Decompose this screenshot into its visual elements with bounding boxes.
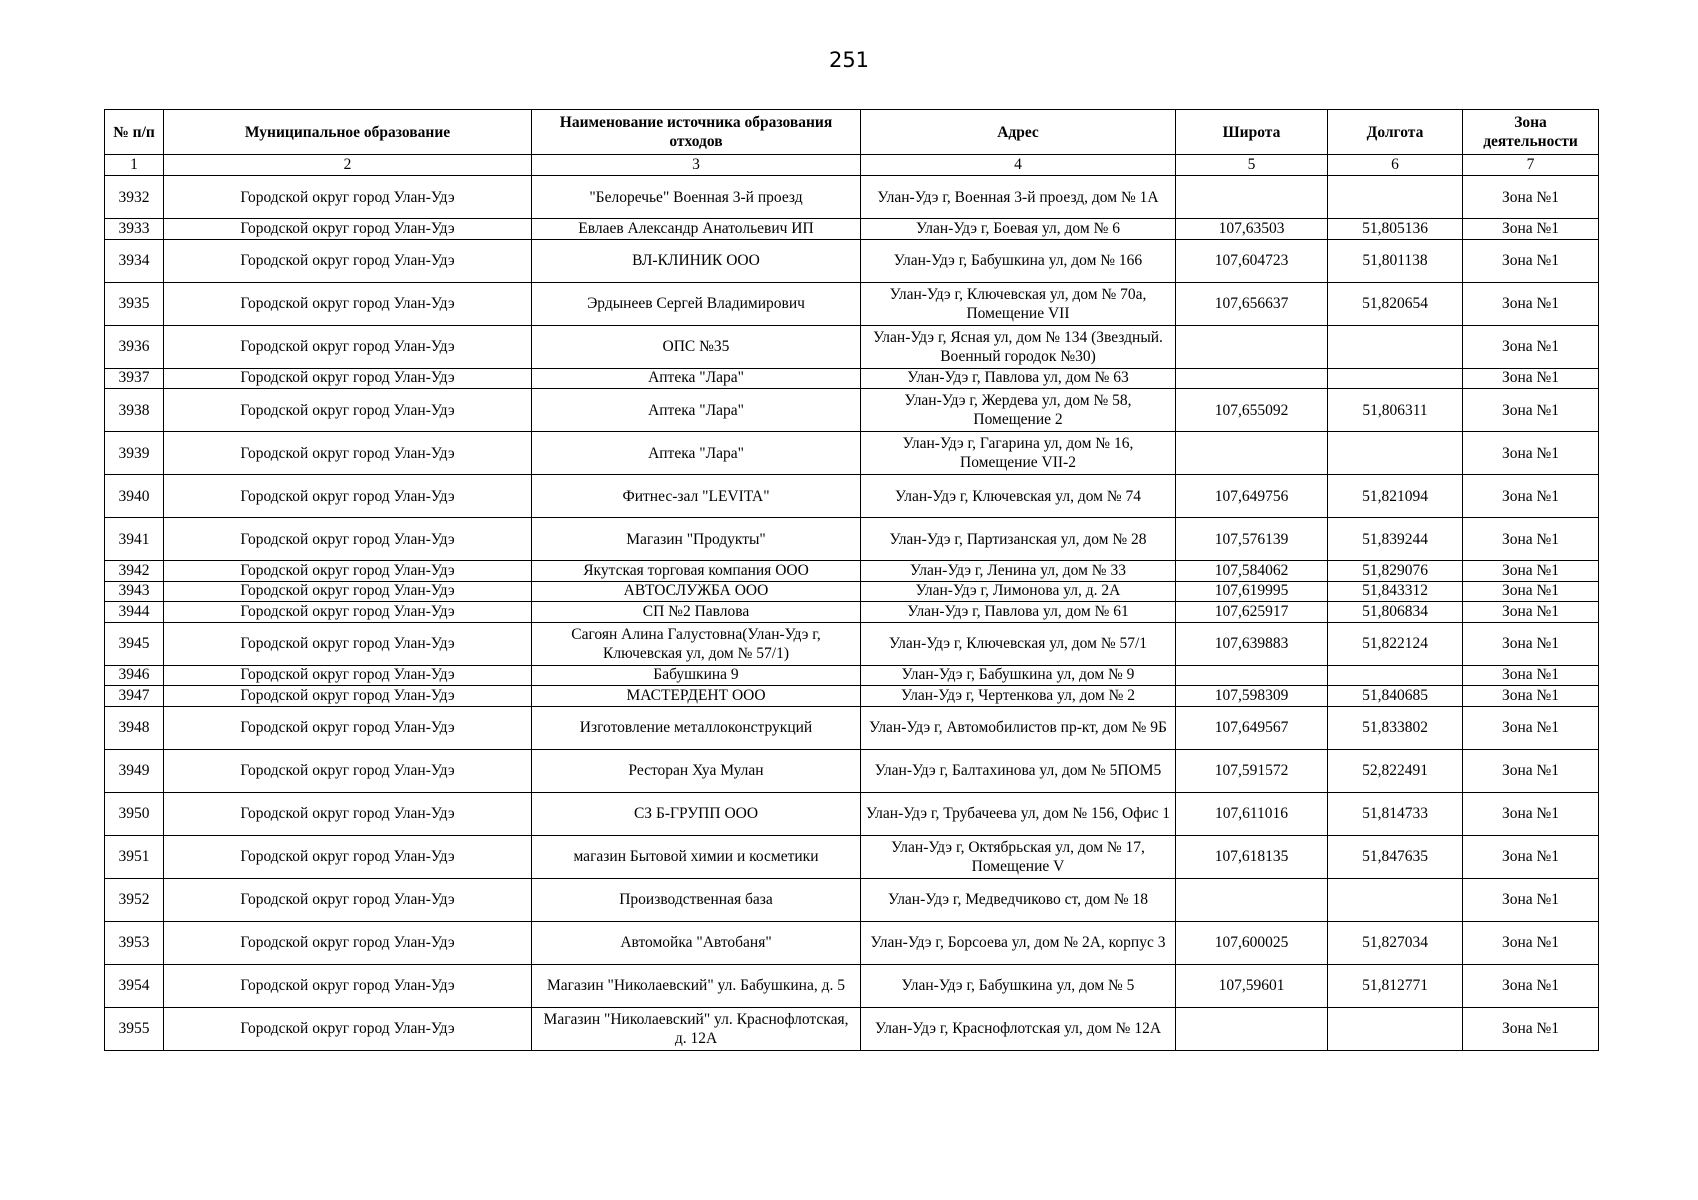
row-number-cell: 3934 xyxy=(105,239,164,282)
zone-cell: Зона №1 xyxy=(1463,368,1599,389)
municipality-cell: Городской округ город Улан-Удэ xyxy=(164,622,532,665)
table-row xyxy=(105,219,1599,240)
latitude-cell xyxy=(1176,665,1328,686)
table-row xyxy=(105,176,1599,219)
column-number-cell: 6 xyxy=(1328,155,1463,176)
row-number-cell: 3949 xyxy=(105,749,164,792)
zone-cell: Зона №1 xyxy=(1463,432,1599,475)
longitude-cell: 51,833802 xyxy=(1328,706,1463,749)
latitude-cell xyxy=(1176,176,1328,219)
row-number-cell: 3952 xyxy=(105,878,164,921)
municipality-cell: Городской округ город Улан-Удэ xyxy=(164,581,532,602)
column-number-row xyxy=(105,155,1599,176)
table-row xyxy=(105,792,1599,835)
table-row xyxy=(105,389,1599,432)
table-row xyxy=(105,475,1599,518)
table-row xyxy=(105,964,1599,1007)
table-row xyxy=(105,665,1599,686)
longitude-cell: 51,806311 xyxy=(1328,389,1463,432)
municipality-cell: Городской округ город Улан-Удэ xyxy=(164,518,532,561)
address-cell: Улан-Удэ г, Октябрьская ул, дом № 17, Помещение V xyxy=(861,835,1176,878)
address-cell: Улан-Удэ г, Боевая ул, дом № 6 xyxy=(861,219,1176,240)
waste-source-cell: СП №2 Павлова xyxy=(532,602,861,623)
zone-cell: Зона №1 xyxy=(1463,878,1599,921)
address-cell: Улан-Удэ г, Балтахинова ул, дом № 5ПОМ5 xyxy=(861,749,1176,792)
municipality-cell: Городской округ город Улан-Удэ xyxy=(164,219,532,240)
longitude-cell: 51,840685 xyxy=(1328,686,1463,707)
row-number-cell: 3954 xyxy=(105,964,164,1007)
address-cell: Улан-Удэ г, Партизанская ул, дом № 28 xyxy=(861,518,1176,561)
longitude-cell xyxy=(1328,432,1463,475)
table-row xyxy=(105,706,1599,749)
address-cell: Улан-Удэ г, Медведчиково ст, дом № 18 xyxy=(861,878,1176,921)
municipality-cell: Городской округ город Улан-Удэ xyxy=(164,686,532,707)
longitude-cell: 51,821094 xyxy=(1328,475,1463,518)
table-row xyxy=(105,239,1599,282)
zone-cell: Зона №1 xyxy=(1463,706,1599,749)
column-number-cell: 7 xyxy=(1463,155,1599,176)
waste-source-cell: Автомойка "Автобаня" xyxy=(532,921,861,964)
waste-source-cell: ВЛ-КЛИНИК ООО xyxy=(532,239,861,282)
longitude-cell: 51,827034 xyxy=(1328,921,1463,964)
row-number-cell: 3947 xyxy=(105,686,164,707)
latitude-cell: 107,611016 xyxy=(1176,792,1328,835)
longitude-cell: 51,839244 xyxy=(1328,518,1463,561)
address-cell: Улан-Удэ г, Гагарина ул, дом № 16, Помещение VII-2 xyxy=(861,432,1176,475)
address-cell: Улан-Удэ г, Ленина ул, дом № 33 xyxy=(861,561,1176,582)
latitude-cell xyxy=(1176,1007,1328,1050)
row-number-cell: 3936 xyxy=(105,325,164,368)
row-number-cell: 3946 xyxy=(105,665,164,686)
municipality-cell: Городской округ город Улан-Удэ xyxy=(164,921,532,964)
address-cell: Улан-Удэ г, Бабушкина ул, дом № 166 xyxy=(861,239,1176,282)
table-header xyxy=(105,110,1599,176)
longitude-cell: 51,801138 xyxy=(1328,239,1463,282)
column-number-cell: 4 xyxy=(861,155,1176,176)
table-row xyxy=(105,878,1599,921)
municipality-cell: Городской округ город Улан-Удэ xyxy=(164,325,532,368)
waste-source-cell: Магазин "Продукты" xyxy=(532,518,861,561)
address-cell: Улан-Удэ г, Павлова ул, дом № 61 xyxy=(861,602,1176,623)
municipality-cell: Городской округ город Улан-Удэ xyxy=(164,706,532,749)
table-row xyxy=(105,561,1599,582)
waste-source-cell: "Белоречье" Военная 3-й проезд xyxy=(532,176,861,219)
row-number-cell: 3945 xyxy=(105,622,164,665)
header-cell: № п/п xyxy=(105,110,164,155)
address-cell: Улан-Удэ г, Ключевская ул, дом № 70а, Помещение VII xyxy=(861,282,1176,325)
row-number-cell: 3939 xyxy=(105,432,164,475)
latitude-cell: 107,618135 xyxy=(1176,835,1328,878)
row-number-cell: 3932 xyxy=(105,176,164,219)
column-number-cell: 5 xyxy=(1176,155,1328,176)
address-cell: Улан-Удэ г, Ясная ул, дом № 134 (Звездный. Военный городок №30) xyxy=(861,325,1176,368)
latitude-cell: 107,649567 xyxy=(1176,706,1328,749)
latitude-cell: 107,639883 xyxy=(1176,622,1328,665)
header-cell: Наименование источника образования отходов xyxy=(532,110,861,155)
municipality-cell: Городской округ город Улан-Удэ xyxy=(164,835,532,878)
waste-source-cell: Эрдынеев Сергей Владимирович xyxy=(532,282,861,325)
municipality-cell: Городской округ город Улан-Удэ xyxy=(164,665,532,686)
longitude-cell: 51,847635 xyxy=(1328,835,1463,878)
table-row xyxy=(105,1007,1599,1050)
latitude-cell xyxy=(1176,432,1328,475)
latitude-cell xyxy=(1176,325,1328,368)
municipality-cell: Городской округ город Улан-Удэ xyxy=(164,964,532,1007)
latitude-cell: 107,600025 xyxy=(1176,921,1328,964)
zone-cell: Зона №1 xyxy=(1463,1007,1599,1050)
waste-source-cell: Якутская торговая компания ООО xyxy=(532,561,861,582)
municipality-cell: Городской округ город Улан-Удэ xyxy=(164,602,532,623)
waste-source-cell: Аптека "Лара" xyxy=(532,432,861,475)
longitude-cell xyxy=(1328,878,1463,921)
table-row xyxy=(105,749,1599,792)
table-row xyxy=(105,835,1599,878)
table-row xyxy=(105,518,1599,561)
waste-source-cell: Аптека "Лара" xyxy=(532,368,861,389)
longitude-cell: 51,843312 xyxy=(1328,581,1463,602)
municipality-cell: Городской округ город Улан-Удэ xyxy=(164,878,532,921)
municipality-cell: Городской округ город Улан-Удэ xyxy=(164,792,532,835)
address-cell: Улан-Удэ г, Трубачеева ул, дом № 156, Офис 1 xyxy=(861,792,1176,835)
waste-source-cell: АВТОСЛУЖБА ООО xyxy=(532,581,861,602)
table-row xyxy=(105,622,1599,665)
municipality-cell: Городской округ город Улан-Удэ xyxy=(164,389,532,432)
row-number-cell: 3941 xyxy=(105,518,164,561)
table-row xyxy=(105,686,1599,707)
waste-source-cell: МАСТЕРДЕНТ ООО xyxy=(532,686,861,707)
latitude-cell: 107,655092 xyxy=(1176,389,1328,432)
zone-cell: Зона №1 xyxy=(1463,602,1599,623)
table-row xyxy=(105,432,1599,475)
waste-source-cell: Бабушкина 9 xyxy=(532,665,861,686)
table-row xyxy=(105,921,1599,964)
longitude-cell: 52,822491 xyxy=(1328,749,1463,792)
zone-cell: Зона №1 xyxy=(1463,282,1599,325)
latitude-cell: 107,598309 xyxy=(1176,686,1328,707)
latitude-cell xyxy=(1176,368,1328,389)
row-number-cell: 3942 xyxy=(105,561,164,582)
municipality-cell: Городской округ город Улан-Удэ xyxy=(164,1007,532,1050)
latitude-cell: 107,625917 xyxy=(1176,602,1328,623)
waste-sources-table xyxy=(104,109,1599,1051)
address-cell: Улан-Удэ г, Ключевская ул, дом № 57/1 xyxy=(861,622,1176,665)
table-body xyxy=(105,176,1599,1051)
longitude-cell: 51,806834 xyxy=(1328,602,1463,623)
table-row xyxy=(105,581,1599,602)
zone-cell: Зона №1 xyxy=(1463,389,1599,432)
longitude-cell xyxy=(1328,176,1463,219)
municipality-cell: Городской округ город Улан-Удэ xyxy=(164,475,532,518)
column-number-cell: 3 xyxy=(532,155,861,176)
zone-cell: Зона №1 xyxy=(1463,921,1599,964)
longitude-cell: 51,820654 xyxy=(1328,282,1463,325)
zone-cell: Зона №1 xyxy=(1463,792,1599,835)
longitude-cell xyxy=(1328,665,1463,686)
address-cell: Улан-Удэ г, Павлова ул, дом № 63 xyxy=(861,368,1176,389)
table-row xyxy=(105,325,1599,368)
table-row xyxy=(105,282,1599,325)
address-cell: Улан-Удэ г, Лимонова ул, д. 2А xyxy=(861,581,1176,602)
waste-source-cell: Ресторан Хуа Мулан xyxy=(532,749,861,792)
row-number-cell: 3943 xyxy=(105,581,164,602)
header-cell: Долгота xyxy=(1328,110,1463,155)
waste-source-cell: Изготовление металлоконструкций xyxy=(532,706,861,749)
column-number-cell: 2 xyxy=(164,155,532,176)
zone-cell: Зона №1 xyxy=(1463,239,1599,282)
address-cell: Улан-Удэ г, Автомобилистов пр-кт, дом № 9Б xyxy=(861,706,1176,749)
zone-cell: Зона №1 xyxy=(1463,475,1599,518)
latitude-cell: 107,576139 xyxy=(1176,518,1328,561)
address-cell: Улан-Удэ г, Бабушкина ул, дом № 9 xyxy=(861,665,1176,686)
latitude-cell: 107,619995 xyxy=(1176,581,1328,602)
latitude-cell: 107,59601 xyxy=(1176,964,1328,1007)
address-cell: Улан-Удэ г, Краснофлотская ул, дом № 12А xyxy=(861,1007,1176,1050)
latitude-cell: 107,63503 xyxy=(1176,219,1328,240)
waste-source-cell: Магазин "Николаевский" ул. Бабушкина, д. 5 xyxy=(532,964,861,1007)
row-number-cell: 3955 xyxy=(105,1007,164,1050)
zone-cell: Зона №1 xyxy=(1463,835,1599,878)
zone-cell: Зона №1 xyxy=(1463,686,1599,707)
row-number-cell: 3937 xyxy=(105,368,164,389)
zone-cell: Зона №1 xyxy=(1463,518,1599,561)
latitude-cell: 107,649756 xyxy=(1176,475,1328,518)
longitude-cell: 51,822124 xyxy=(1328,622,1463,665)
waste-source-cell: магазин Бытовой химии и косметики xyxy=(532,835,861,878)
zone-cell: Зона №1 xyxy=(1463,622,1599,665)
longitude-cell xyxy=(1328,1007,1463,1050)
header-cell: Зона деятельности xyxy=(1463,110,1599,155)
municipality-cell: Городской округ город Улан-Удэ xyxy=(164,368,532,389)
longitude-cell: 51,805136 xyxy=(1328,219,1463,240)
row-number-cell: 3950 xyxy=(105,792,164,835)
municipality-cell: Городской округ город Улан-Удэ xyxy=(164,561,532,582)
column-number-cell: 1 xyxy=(105,155,164,176)
municipality-cell: Городской округ город Улан-Удэ xyxy=(164,432,532,475)
address-cell: Улан-Удэ г, Ключевская ул, дом № 74 xyxy=(861,475,1176,518)
latitude-cell: 107,604723 xyxy=(1176,239,1328,282)
zone-cell: Зона №1 xyxy=(1463,581,1599,602)
table-row xyxy=(105,368,1599,389)
waste-source-cell: Производственная база xyxy=(532,878,861,921)
municipality-cell: Городской округ город Улан-Удэ xyxy=(164,176,532,219)
row-number-cell: 3940 xyxy=(105,475,164,518)
row-number-cell: 3948 xyxy=(105,706,164,749)
header-cell: Муниципальное образование xyxy=(164,110,532,155)
row-number-cell: 3933 xyxy=(105,219,164,240)
address-cell: Улан-Удэ г, Бабушкина ул, дом № 5 xyxy=(861,964,1176,1007)
waste-source-cell: Аптека "Лара" xyxy=(532,389,861,432)
longitude-cell: 51,829076 xyxy=(1328,561,1463,582)
waste-source-cell: Евлаев Александр Анатольевич ИП xyxy=(532,219,861,240)
page-number: 251 xyxy=(828,48,870,72)
header-cell: Адрес xyxy=(861,110,1176,155)
row-number-cell: 3944 xyxy=(105,602,164,623)
latitude-cell: 107,656637 xyxy=(1176,282,1328,325)
row-number-cell: 3951 xyxy=(105,835,164,878)
header-cell: Широта xyxy=(1176,110,1328,155)
municipality-cell: Городской округ город Улан-Удэ xyxy=(164,239,532,282)
zone-cell: Зона №1 xyxy=(1463,176,1599,219)
latitude-cell: 107,584062 xyxy=(1176,561,1328,582)
zone-cell: Зона №1 xyxy=(1463,964,1599,1007)
header-row xyxy=(105,110,1599,155)
address-cell: Улан-Удэ г, Жердева ул, дом № 58, Помещение 2 xyxy=(861,389,1176,432)
longitude-cell xyxy=(1328,368,1463,389)
waste-source-cell: Фитнес-зал "LEVITA" xyxy=(532,475,861,518)
waste-source-cell: ОПС №35 xyxy=(532,325,861,368)
waste-source-cell: Сагоян Алина Галустовна(Улан-Удэ г, Ключевская ул, дом № 57/1) xyxy=(532,622,861,665)
zone-cell: Зона №1 xyxy=(1463,325,1599,368)
longitude-cell: 51,814733 xyxy=(1328,792,1463,835)
address-cell: Улан-Удэ г, Борсоева ул, дом № 2А, корпус 3 xyxy=(861,921,1176,964)
address-cell: Улан-Удэ г, Военная 3-й проезд, дом № 1А xyxy=(861,176,1176,219)
longitude-cell: 51,812771 xyxy=(1328,964,1463,1007)
table-row xyxy=(105,602,1599,623)
longitude-cell xyxy=(1328,325,1463,368)
zone-cell: Зона №1 xyxy=(1463,749,1599,792)
zone-cell: Зона №1 xyxy=(1463,561,1599,582)
row-number-cell: 3953 xyxy=(105,921,164,964)
waste-source-cell: СЗ Б-ГРУПП ООО xyxy=(532,792,861,835)
municipality-cell: Городской округ город Улан-Удэ xyxy=(164,282,532,325)
waste-source-cell: Магазин "Николаевский" ул. Краснофлотская, д. 12А xyxy=(532,1007,861,1050)
zone-cell: Зона №1 xyxy=(1463,665,1599,686)
row-number-cell: 3938 xyxy=(105,389,164,432)
zone-cell: Зона №1 xyxy=(1463,219,1599,240)
latitude-cell xyxy=(1176,878,1328,921)
address-cell: Улан-Удэ г, Чертенкова ул, дом № 2 xyxy=(861,686,1176,707)
latitude-cell: 107,591572 xyxy=(1176,749,1328,792)
municipality-cell: Городской округ город Улан-Удэ xyxy=(164,749,532,792)
row-number-cell: 3935 xyxy=(105,282,164,325)
